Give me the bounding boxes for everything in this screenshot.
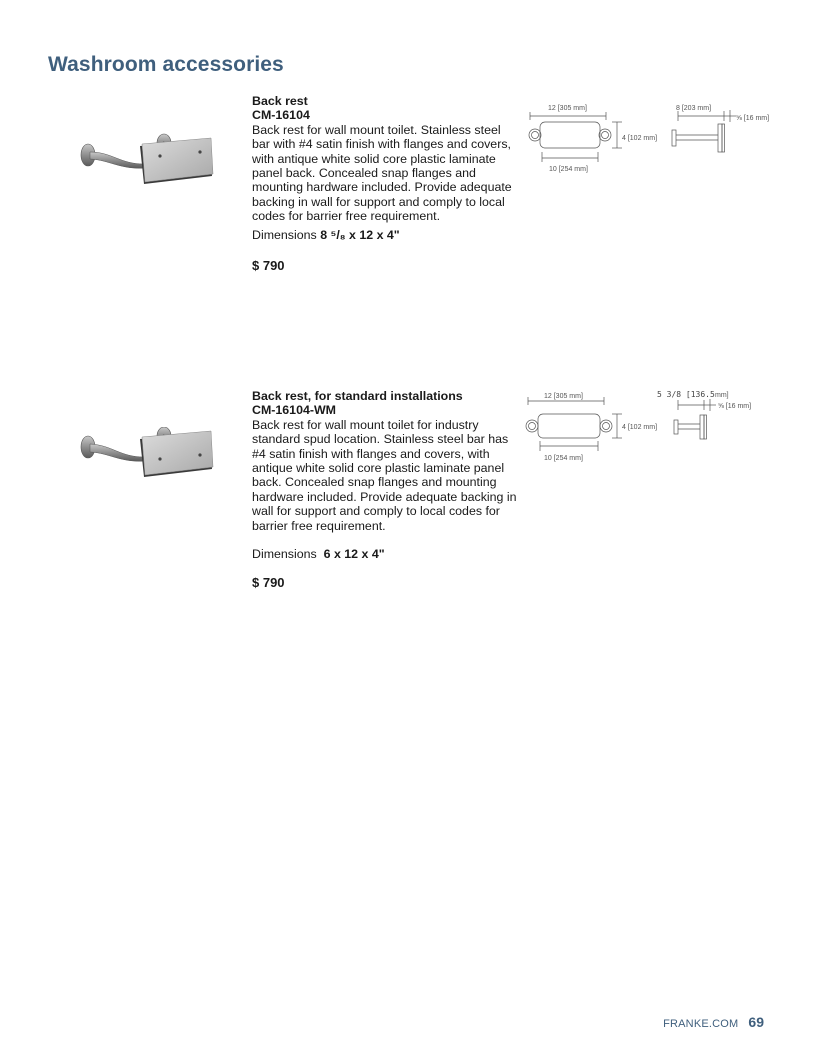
height-label: 4 [102 mm]	[622, 135, 658, 142]
depth-label: 5 3/8 [136.5	[657, 390, 715, 399]
page-number: 69	[748, 1014, 764, 1030]
dimension-drawing	[518, 389, 778, 479]
product-info	[252, 94, 517, 273]
height-label: 4 [102 mm]	[622, 424, 658, 431]
depth-label: 8 [203 mm]	[676, 105, 712, 112]
product-price: $ 790	[252, 575, 285, 591]
width-label: 12 [305 mm]	[548, 105, 587, 112]
product-name: Back rest	[252, 94, 308, 108]
product-name: Back rest, for standard installations	[252, 389, 463, 403]
product-photo	[72, 427, 222, 487]
offset-label: ⅝ [16 mm]	[736, 115, 770, 122]
inner-width-label: 10 [254 mm]	[549, 166, 588, 173]
dimensions-value: 8 ⁵/₈ x 12 x 4"	[320, 227, 400, 242]
page-footer	[663, 1014, 764, 1030]
width-label: 12 [305 mm]	[544, 393, 583, 400]
product-price: $ 790	[252, 258, 285, 274]
dimensions-value: 6 x 12 x 4"	[323, 547, 385, 562]
product-description: Back rest for wall mount toilet. Stainless steel bar with #4 satin finish with flanges and covers, with antique white solid core plastic laminate panel back. Concealed snap flanges and mounting hardware included. Provide adequate backing in wall for support and comply to local codes for barrier free requirement.	[252, 122, 512, 224]
product-card	[0, 94, 816, 304]
product-photo	[72, 132, 222, 192]
depth-label-unit: mm]	[715, 392, 729, 399]
product-dimensions	[252, 547, 517, 561]
product-code: CM-16104	[252, 108, 310, 123]
product-info	[252, 389, 517, 591]
dimensions-label: Dimensions	[252, 227, 317, 242]
product-code: CM-16104-WM	[252, 403, 336, 418]
footer-site-link[interactable]: FRANKE.COM	[663, 1018, 739, 1030]
offset-label: ⅝ [16 mm]	[718, 403, 752, 410]
product-dimensions	[252, 228, 517, 242]
product-description: Back rest for wall mount toilet for industry standard spud location. Stainless steel bar has #4 satin finish with flanges and covers, with antique white solid core plastic laminate panel back. Concealed snap flanges and mounting hardware included. Provide adequate backing in wall for support and comply to local codes for barrier free requirement.	[252, 417, 517, 533]
inner-width-label: 10 [254 mm]	[544, 455, 583, 462]
dimensions-label: Dimensions	[252, 547, 317, 562]
page-title: Washroom accessories	[48, 53, 284, 76]
dimension-drawing	[518, 94, 778, 184]
product-card	[0, 389, 816, 619]
